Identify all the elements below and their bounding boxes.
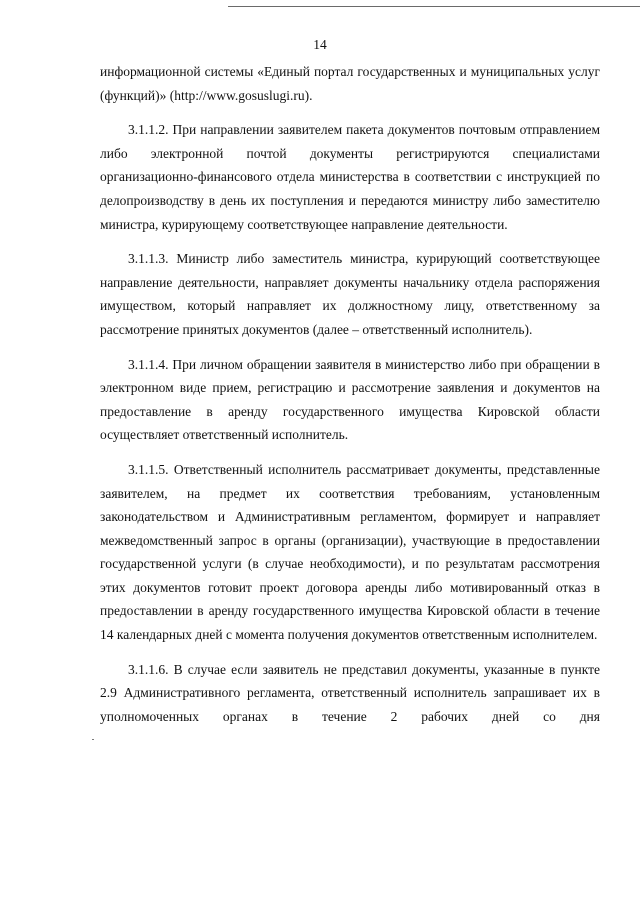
- scan-mark: [92, 739, 94, 740]
- paragraph-3-1-1-5: 3.1.1.5. Ответственный исполнитель рассматривает документы, представленные заявителем, на предмет их соответствия требованиям, установленным законодательством и Административным регламентом, формирует и направляет межведомственный запрос в органы (организации), участвующие в предоставлении государственной услуги (в случае необходимости), и по результатам рассмотрения этих документов готовит проект договора аренды либо мотивированный отказ в предоставлении в аренду государственного имущества Кировской области в течение 14 календарных дней с момента получения документов ответственным исполнителем.: [100, 461, 600, 643]
- document-body: [100, 60, 600, 739]
- paragraph-3-1-1-6: 3.1.1.6. В случае если заявитель не представил документы, указанные в пункте 2.9 Административного регламента, ответственный исполнитель запрашивает их в уполномоченных органах в течение 2 рабочих дней со дня: [100, 661, 600, 724]
- paragraph-3-1-1-2: 3.1.1.2. При направлении заявителем пакета документов почтовым отправлением либо электронной почтой документы регистрируются специалистами организационно-финансового отдела министерства в соответствии с инструкцией по делопроизводству в день их поступления и передаются министру либо заместителю министра, курирующему соответствующее направление деятельности.: [100, 122, 600, 232]
- header-rule: [228, 6, 640, 7]
- page-number: 14: [313, 37, 327, 52]
- paragraph-3-1-1-4: 3.1.1.4. При личном обращении заявителя в министерство либо при обращении в электронном виде прием, регистрацию и рассмотрение заявления и документов на предоставление в аренду государственного имущества Кировской области осуществляет ответственный исполнитель.: [100, 356, 600, 443]
- paragraph-continuation: информационной системы «Единый портал государственных и муниципальных услуг (функций)» (http://www.gosuslugi.ru).: [100, 64, 600, 103]
- paragraph-3-1-1-3: 3.1.1.3. Министр либо заместитель министра, курирующий соответствующее направление деятельности, направляет документы начальнику отдела распоряжения имуществом, который направляет их должностному лицу, ответственному за рассмотрение принятых документов (далее – ответственный исполнитель).: [100, 251, 600, 337]
